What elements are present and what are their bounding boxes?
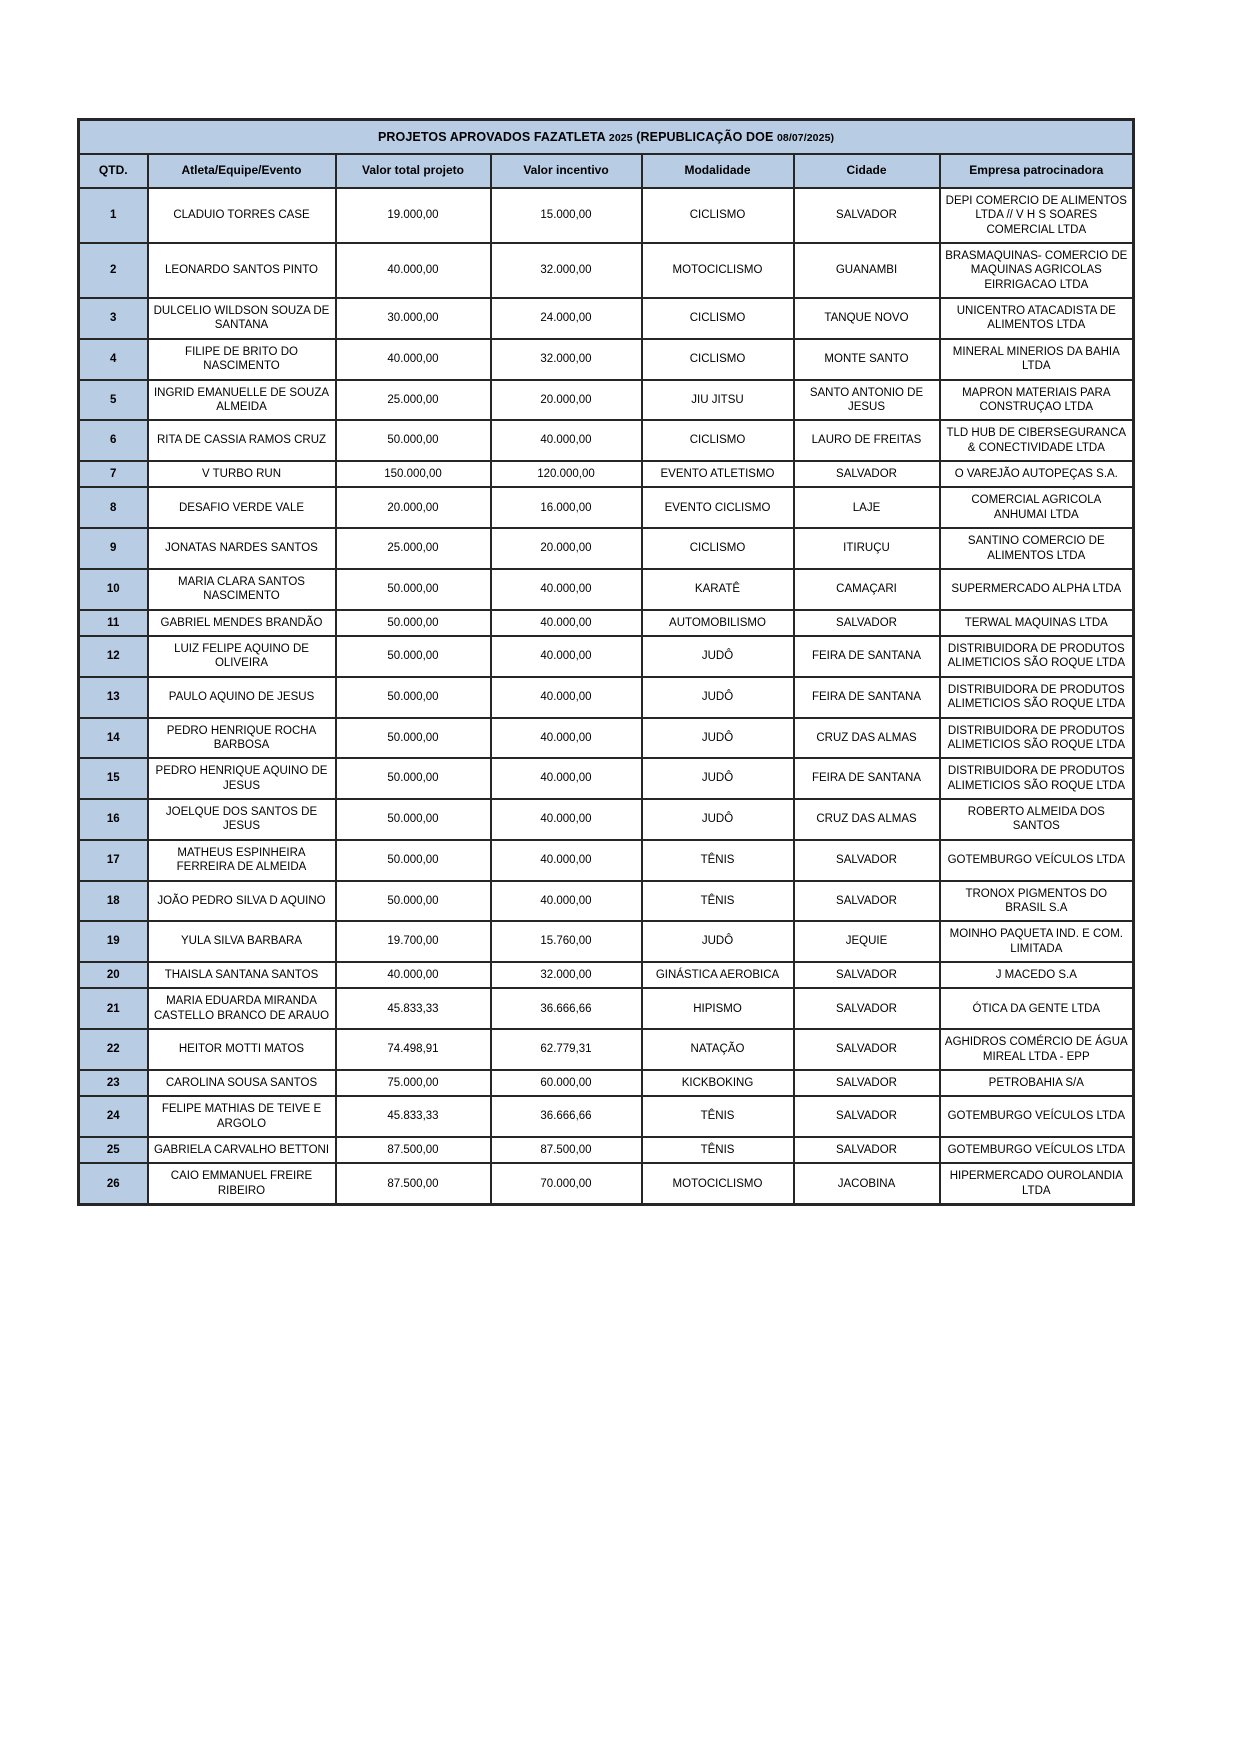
sponsor-cell: PETROBAHIA S/A (940, 1070, 1134, 1096)
sponsor-cell: O VAREJÃO AUTOPEÇAS S.A. (940, 461, 1134, 487)
incentive-value-cell: 20.000,00 (491, 380, 642, 421)
total-value-cell: 50.000,00 (336, 799, 491, 840)
total-value-cell: 74.498,91 (336, 1029, 491, 1070)
sponsor-cell: MINERAL MINERIOS DA BAHIA LTDA (940, 339, 1134, 380)
total-value-cell: 40.000,00 (336, 339, 491, 380)
athlete-cell: JOELQUE DOS SANTOS DE JESUS (148, 799, 336, 840)
athlete-cell: INGRID EMANUELLE DE SOUZA ALMEIDA (148, 380, 336, 421)
athlete-cell: JONATAS NARDES SANTOS (148, 528, 336, 569)
modality-cell: KICKBOKING (642, 1070, 794, 1096)
total-value-cell: 50.000,00 (336, 610, 491, 636)
incentive-value-cell: 36.666,66 (491, 988, 642, 1029)
modality-cell: TÊNIS (642, 881, 794, 922)
qtd-cell: 5 (79, 380, 148, 421)
modality-cell: TÊNIS (642, 1137, 794, 1163)
incentive-value-cell: 32.000,00 (491, 339, 642, 380)
sponsor-cell: DISTRIBUIDORA DE PRODUTOS ALIMETICIOS SÃO ROQUE LTDA (940, 758, 1134, 799)
total-value-cell: 50.000,00 (336, 881, 491, 922)
incentive-value-cell: 40.000,00 (491, 636, 642, 677)
table-body (79, 188, 1134, 1205)
athlete-cell: LEONARDO SANTOS PINTO (148, 243, 336, 298)
total-value-cell: 50.000,00 (336, 636, 491, 677)
modality-cell: EVENTO CICLISMO (642, 487, 794, 528)
modality-cell: TÊNIS (642, 840, 794, 881)
incentive-value-cell: 40.000,00 (491, 677, 642, 718)
column-header-atleta-equipe-evento: Atleta/Equipe/Evento (148, 154, 336, 188)
table-row (79, 921, 1134, 962)
qtd-cell: 20 (79, 962, 148, 988)
table-row (79, 636, 1134, 677)
athlete-cell: GABRIELA CARVALHO BETTONI (148, 1137, 336, 1163)
city-cell: LAURO DE FREITAS (794, 420, 940, 461)
sponsor-cell: ROBERTO ALMEIDA DOS SANTOS (940, 799, 1134, 840)
athlete-cell: CAIO EMMANUEL FREIRE RIBEIRO (148, 1163, 336, 1204)
table-row (79, 461, 1134, 487)
table-title (79, 120, 1134, 155)
sponsor-cell: TERWAL MAQUINAS LTDA (940, 610, 1134, 636)
modality-cell: MOTOCICLISMO (642, 243, 794, 298)
sponsor-cell: DISTRIBUIDORA DE PRODUTOS ALIMETICIOS SÃO ROQUE LTDA (940, 636, 1134, 677)
city-cell: SALVADOR (794, 962, 940, 988)
column-header-valor-total-projeto: Valor total projeto (336, 154, 491, 188)
city-cell: LAJE (794, 487, 940, 528)
city-cell: JEQUIE (794, 921, 940, 962)
incentive-value-cell: 62.779,31 (491, 1029, 642, 1070)
total-value-cell: 150.000,00 (336, 461, 491, 487)
incentive-value-cell: 40.000,00 (491, 840, 642, 881)
city-cell: CAMAÇARI (794, 569, 940, 610)
table-row (79, 1096, 1134, 1137)
table-row (79, 339, 1134, 380)
qtd-cell: 1 (79, 188, 148, 243)
city-cell: CRUZ DAS ALMAS (794, 718, 940, 759)
modality-cell: CICLISMO (642, 420, 794, 461)
sponsor-cell: DISTRIBUIDORA DE PRODUTOS ALIMETICIOS SÃO ROQUE LTDA (940, 677, 1134, 718)
table-row (79, 840, 1134, 881)
column-header-cidade: Cidade (794, 154, 940, 188)
city-cell: SALVADOR (794, 610, 940, 636)
qtd-cell: 2 (79, 243, 148, 298)
total-value-cell: 25.000,00 (336, 380, 491, 421)
athlete-cell: JOÃO PEDRO SILVA D AQUINO (148, 881, 336, 922)
incentive-value-cell: 40.000,00 (491, 718, 642, 759)
city-cell: ITIRUÇU (794, 528, 940, 569)
table-row (79, 420, 1134, 461)
total-value-cell: 45.833,33 (336, 1096, 491, 1137)
sponsor-cell: SUPERMERCADO ALPHA LTDA (940, 569, 1134, 610)
table-row (79, 799, 1134, 840)
incentive-value-cell: 120.000,00 (491, 461, 642, 487)
city-cell: SANTO ANTONIO DE JESUS (794, 380, 940, 421)
modality-cell: JUDÔ (642, 677, 794, 718)
column-header-empresa-patrocinadora: Empresa patrocinadora (940, 154, 1134, 188)
city-cell: FEIRA DE SANTANA (794, 758, 940, 799)
qtd-cell: 6 (79, 420, 148, 461)
athlete-cell: FILIPE DE BRITO DO NASCIMENTO (148, 339, 336, 380)
sponsor-cell: UNICENTRO ATACADISTA DE ALIMENTOS LTDA (940, 298, 1134, 339)
modality-cell: NATAÇÃO (642, 1029, 794, 1070)
athlete-cell: MATHEUS ESPINHEIRA FERREIRA DE ALMEIDA (148, 840, 336, 881)
city-cell: SALVADOR (794, 1096, 940, 1137)
city-cell: SALVADOR (794, 188, 940, 243)
incentive-value-cell: 24.000,00 (491, 298, 642, 339)
table-row (79, 988, 1134, 1029)
qtd-cell: 24 (79, 1096, 148, 1137)
table-row (79, 528, 1134, 569)
city-cell: SALVADOR (794, 461, 940, 487)
qtd-cell: 12 (79, 636, 148, 677)
qtd-cell: 18 (79, 881, 148, 922)
incentive-value-cell: 15.000,00 (491, 188, 642, 243)
athlete-cell: DULCELIO WILDSON SOUZA DE SANTANA (148, 298, 336, 339)
sponsor-cell: J MACEDO S.A (940, 962, 1134, 988)
total-value-cell: 50.000,00 (336, 718, 491, 759)
city-cell: FEIRA DE SANTANA (794, 636, 940, 677)
athlete-cell: LUIZ FELIPE AQUINO DE OLIVEIRA (148, 636, 336, 677)
total-value-cell: 40.000,00 (336, 243, 491, 298)
city-cell: SALVADOR (794, 1070, 940, 1096)
total-value-cell: 20.000,00 (336, 487, 491, 528)
table-row (79, 243, 1134, 298)
sponsor-cell: GOTEMBURGO VEÍCULOS LTDA (940, 1096, 1134, 1137)
incentive-value-cell: 40.000,00 (491, 569, 642, 610)
athlete-cell: MARIA CLARA SANTOS NASCIMENTO (148, 569, 336, 610)
total-value-cell: 45.833,33 (336, 988, 491, 1029)
qtd-cell: 15 (79, 758, 148, 799)
city-cell: SALVADOR (794, 1137, 940, 1163)
total-value-cell: 50.000,00 (336, 677, 491, 718)
sponsor-cell: ÓTICA DA GENTE LTDA (940, 988, 1134, 1029)
column-header-valor-incentivo: Valor incentivo (491, 154, 642, 188)
modality-cell: AUTOMOBILISMO (642, 610, 794, 636)
athlete-cell: CAROLINA SOUSA SANTOS (148, 1070, 336, 1096)
qtd-cell: 17 (79, 840, 148, 881)
modality-cell: JUDÔ (642, 636, 794, 677)
sponsor-cell: TRONOX PIGMENTOS DO BRASIL S.A (940, 881, 1134, 922)
sponsor-cell: TLD HUB DE CIBERSEGURANCA & CONECTIVIDADE LTDA (940, 420, 1134, 461)
athlete-cell: PEDRO HENRIQUE AQUINO DE JESUS (148, 758, 336, 799)
table-row (79, 1070, 1134, 1096)
total-value-cell: 50.000,00 (336, 840, 491, 881)
city-cell: SALVADOR (794, 881, 940, 922)
table-row (79, 380, 1134, 421)
table-row (79, 188, 1134, 243)
total-value-cell: 50.000,00 (336, 569, 491, 610)
incentive-value-cell: 36.666,66 (491, 1096, 642, 1137)
city-cell: CRUZ DAS ALMAS (794, 799, 940, 840)
athlete-cell: MARIA EDUARDA MIRANDA CASTELLO BRANCO DE ARAUO (148, 988, 336, 1029)
qtd-cell: 8 (79, 487, 148, 528)
total-value-cell: 75.000,00 (336, 1070, 491, 1096)
modality-cell: JUDÔ (642, 799, 794, 840)
city-cell: SALVADOR (794, 1029, 940, 1070)
city-cell: SALVADOR (794, 840, 940, 881)
modality-cell: CICLISMO (642, 188, 794, 243)
total-value-cell: 40.000,00 (336, 962, 491, 988)
total-value-cell: 87.500,00 (336, 1137, 491, 1163)
modality-cell: GINÁSTICA AEROBICA (642, 962, 794, 988)
athlete-cell: FELIPE MATHIAS DE TEIVE E ARGOLO (148, 1096, 336, 1137)
column-header-modalidade: Modalidade (642, 154, 794, 188)
qtd-cell: 16 (79, 799, 148, 840)
table-title-segment: (REPUBLICAÇÃO DOE (632, 130, 777, 144)
sponsor-cell: HIPERMERCADO OUROLANDIA LTDA (940, 1163, 1134, 1204)
total-value-cell: 50.000,00 (336, 420, 491, 461)
table-row (79, 962, 1134, 988)
column-header-qtd: QTD. (79, 154, 148, 188)
city-cell: JACOBINA (794, 1163, 940, 1204)
sponsor-cell: COMERCIAL AGRICOLA ANHUMAI LTDA (940, 487, 1134, 528)
sponsor-cell: BRASMAQUINAS- COMERCIO DE MAQUINAS AGRICOLAS EIRRIGACAO LTDA (940, 243, 1134, 298)
incentive-value-cell: 87.500,00 (491, 1137, 642, 1163)
incentive-value-cell: 60.000,00 (491, 1070, 642, 1096)
table-row (79, 718, 1134, 759)
title-row (79, 120, 1134, 155)
incentive-value-cell: 32.000,00 (491, 243, 642, 298)
sponsor-cell: MAPRON MATERIAIS PARA CONSTRUÇAO LTDA (940, 380, 1134, 421)
table-row (79, 1029, 1134, 1070)
qtd-cell: 23 (79, 1070, 148, 1096)
table-title-segment: PROJETOS APROVADOS FAZATLETA (377, 130, 609, 144)
sponsor-cell: DISTRIBUIDORA DE PRODUTOS ALIMETICIOS SÃO ROQUE LTDA (940, 718, 1134, 759)
athlete-cell: HEITOR MOTTI MATOS (148, 1029, 336, 1070)
qtd-cell: 25 (79, 1137, 148, 1163)
city-cell: TANQUE NOVO (794, 298, 940, 339)
modality-cell: JUDÔ (642, 718, 794, 759)
modality-cell: CICLISMO (642, 528, 794, 569)
modality-cell: JUDÔ (642, 921, 794, 962)
modality-cell: KARATÊ (642, 569, 794, 610)
table-row (79, 298, 1134, 339)
table-title-segment: 2025 (608, 132, 633, 144)
qtd-cell: 19 (79, 921, 148, 962)
athlete-cell: RITA DE CASSIA RAMOS CRUZ (148, 420, 336, 461)
sponsor-cell: DEPI COMERCIO DE ALIMENTOS LTDA // V H S SOARES COMERCIAL LTDA (940, 188, 1134, 243)
city-cell: GUANAMBI (794, 243, 940, 298)
athlete-cell: PAULO AQUINO DE JESUS (148, 677, 336, 718)
header-row (79, 154, 1134, 188)
qtd-cell: 26 (79, 1163, 148, 1204)
modality-cell: TÊNIS (642, 1096, 794, 1137)
qtd-cell: 4 (79, 339, 148, 380)
athlete-cell: CLADUIO TORRES CASE (148, 188, 336, 243)
incentive-value-cell: 16.000,00 (491, 487, 642, 528)
athlete-cell: PEDRO HENRIQUE ROCHA BARBOSA (148, 718, 336, 759)
table-row (79, 610, 1134, 636)
total-value-cell: 25.000,00 (336, 528, 491, 569)
total-value-cell: 30.000,00 (336, 298, 491, 339)
city-cell: FEIRA DE SANTANA (794, 677, 940, 718)
total-value-cell: 19.700,00 (336, 921, 491, 962)
incentive-value-cell: 70.000,00 (491, 1163, 642, 1204)
qtd-cell: 21 (79, 988, 148, 1029)
incentive-value-cell: 40.000,00 (491, 758, 642, 799)
athlete-cell: DESAFIO VERDE VALE (148, 487, 336, 528)
incentive-value-cell: 40.000,00 (491, 610, 642, 636)
total-value-cell: 50.000,00 (336, 758, 491, 799)
sponsor-cell: MOINHO PAQUETA IND. E COM. LIMITADA (940, 921, 1134, 962)
incentive-value-cell: 40.000,00 (491, 881, 642, 922)
qtd-cell: 7 (79, 461, 148, 487)
sponsor-cell: AGHIDROS COMÉRCIO DE ÁGUA MIREAL LTDA - EPP (940, 1029, 1134, 1070)
qtd-cell: 14 (79, 718, 148, 759)
incentive-value-cell: 15.760,00 (491, 921, 642, 962)
table-row (79, 677, 1134, 718)
qtd-cell: 11 (79, 610, 148, 636)
qtd-cell: 9 (79, 528, 148, 569)
modality-cell: CICLISMO (642, 298, 794, 339)
modality-cell: JIU JITSU (642, 380, 794, 421)
incentive-value-cell: 32.000,00 (491, 962, 642, 988)
athlete-cell: YULA SILVA BARBARA (148, 921, 336, 962)
athlete-cell: V TURBO RUN (148, 461, 336, 487)
qtd-cell: 13 (79, 677, 148, 718)
incentive-value-cell: 40.000,00 (491, 420, 642, 461)
qtd-cell: 22 (79, 1029, 148, 1070)
modality-cell: CICLISMO (642, 339, 794, 380)
city-cell: MONTE SANTO (794, 339, 940, 380)
incentive-value-cell: 20.000,00 (491, 528, 642, 569)
table-row (79, 487, 1134, 528)
approved-projects-table (77, 118, 1135, 1206)
athlete-cell: GABRIEL MENDES BRANDÃO (148, 610, 336, 636)
city-cell: SALVADOR (794, 988, 940, 1029)
modality-cell: JUDÔ (642, 758, 794, 799)
total-value-cell: 19.000,00 (336, 188, 491, 243)
sponsor-cell: GOTEMBURGO VEÍCULOS LTDA (940, 1137, 1134, 1163)
sponsor-cell: GOTEMBURGO VEÍCULOS LTDA (940, 840, 1134, 881)
qtd-cell: 3 (79, 298, 148, 339)
table-row (79, 881, 1134, 922)
qtd-cell: 10 (79, 569, 148, 610)
modality-cell: HIPISMO (642, 988, 794, 1029)
incentive-value-cell: 40.000,00 (491, 799, 642, 840)
total-value-cell: 87.500,00 (336, 1163, 491, 1204)
modality-cell: MOTOCICLISMO (642, 1163, 794, 1204)
sponsor-cell: SANTINO COMERCIO DE ALIMENTOS LTDA (940, 528, 1134, 569)
table-row (79, 569, 1134, 610)
table-row (79, 758, 1134, 799)
table-row (79, 1163, 1134, 1204)
athlete-cell: THAISLA SANTANA SANTOS (148, 962, 336, 988)
table-row (79, 1137, 1134, 1163)
modality-cell: EVENTO ATLETISMO (642, 461, 794, 487)
table-title-segment: 08/07/2025) (776, 132, 835, 144)
